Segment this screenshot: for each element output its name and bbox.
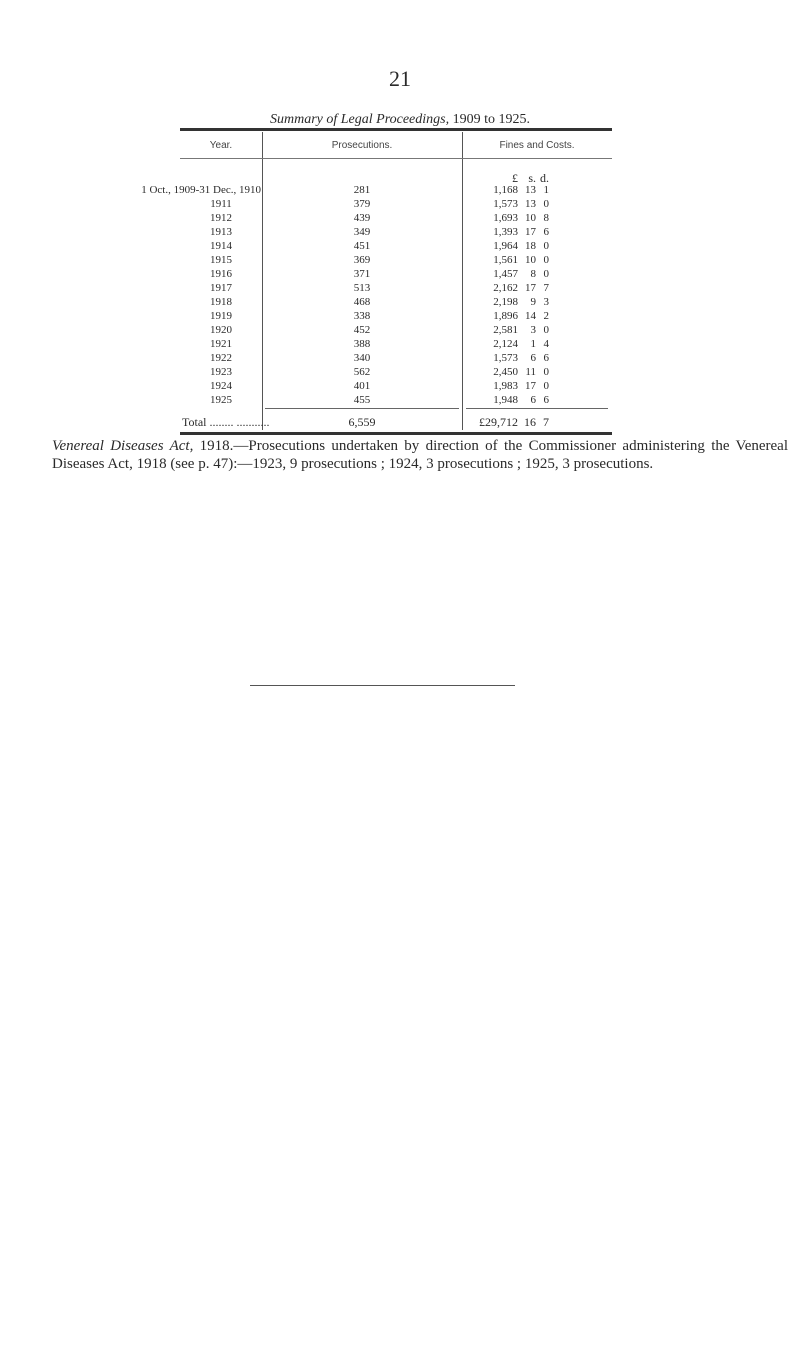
cell-shillings: 17	[525, 380, 536, 392]
cell-pence: 8	[543, 212, 549, 224]
table-top-rule	[180, 128, 612, 131]
cell-shillings: 6	[530, 394, 536, 406]
cell-year: 1921	[210, 338, 232, 350]
cell-pence: 6	[543, 394, 549, 406]
cell-year: 1 Oct., 1909-31 Dec., 1910	[141, 184, 261, 196]
cell-pence: 0	[543, 324, 549, 336]
cell-shillings: 13	[525, 198, 536, 210]
cell-pounds: 2,581	[493, 324, 518, 336]
page-number: 21	[389, 66, 411, 91]
table-total-row	[0, 414, 800, 430]
cell-year: 1919	[210, 310, 232, 322]
cell-year: 1917	[210, 282, 232, 294]
total-label: Total ........ ...........	[182, 415, 270, 429]
cell-pence: 6	[543, 226, 549, 238]
cell-prosecutions: 371	[353, 268, 371, 280]
cell-pounds: 1,168	[493, 184, 518, 196]
cell-shillings: 17	[525, 282, 536, 294]
cell-shillings: 18	[525, 240, 536, 252]
cell-shillings: 8	[530, 268, 536, 280]
cell-pounds: 2,124	[493, 338, 518, 350]
cell-pence: 0	[543, 198, 549, 210]
cell-pounds: 1,948	[493, 394, 518, 406]
cell-pence: 2	[543, 310, 549, 322]
table-caption	[0, 112, 800, 128]
section-divider	[250, 685, 515, 686]
cell-year: 1913	[210, 226, 232, 238]
cell-year: 1918	[210, 296, 232, 308]
header-fines-and-costs: Fines and Costs.	[499, 140, 575, 151]
cell-pounds: 1,964	[493, 240, 518, 252]
cell-pence: 0	[543, 240, 549, 252]
cell-pounds: 1,693	[493, 212, 518, 224]
cell-pounds: 1,573	[493, 198, 518, 210]
cell-year: 1916	[210, 268, 232, 280]
cell-prosecutions: 340	[353, 352, 371, 364]
cell-pounds: 1,983	[493, 380, 518, 392]
cell-pence: 0	[543, 254, 549, 266]
header-prosecutions: Prosecutions.	[331, 140, 393, 151]
cell-prosecutions: 281	[353, 184, 371, 196]
cell-pence: 4	[543, 338, 549, 350]
cell-shillings: 17	[525, 226, 536, 238]
total-pounds: £29,712	[479, 415, 518, 429]
cell-prosecutions: 451	[353, 240, 371, 252]
cell-prosecutions: 513	[353, 282, 371, 294]
body-paragraph	[52, 437, 788, 473]
cell-shillings: 14	[525, 310, 536, 322]
cell-year: 1920	[210, 324, 232, 336]
cell-shillings: 6	[530, 352, 536, 364]
cell-prosecutions: 338	[353, 310, 371, 322]
cell-shillings: 1	[530, 338, 536, 350]
cell-prosecutions: 452	[353, 324, 371, 336]
cell-year: 1915	[210, 254, 232, 266]
cell-prosecutions: 468	[353, 296, 371, 308]
cell-shillings: 10	[525, 254, 536, 266]
total-rule-fines	[466, 408, 608, 409]
cell-year: 1911	[210, 198, 232, 210]
cell-year: 1924	[210, 380, 232, 392]
cell-year: 1922	[210, 352, 232, 364]
caption-rest: 1909 to 1925.	[449, 112, 530, 127]
cell-year: 1914	[210, 240, 232, 252]
cell-prosecutions: 562	[353, 366, 371, 378]
cell-shillings: 10	[525, 212, 536, 224]
paragraph-text: 1918.—Prosecutions undertaken by direction of the Commissioner administering the Venereal Diseases Act, 1918 (see p. 47):—1923, 9 prosecutions ; 1924, 3 prosecutions ; 1925, 3 prosecutions.	[52, 438, 789, 472]
cell-shillings: 3	[530, 324, 536, 336]
cell-prosecutions: 401	[353, 380, 371, 392]
cell-pence: 1	[543, 184, 549, 196]
cell-year: 1912	[210, 212, 232, 224]
cell-prosecutions: 369	[353, 254, 371, 266]
cell-shillings: 13	[525, 184, 536, 196]
cell-year: 1923	[210, 366, 232, 378]
cell-pence: 0	[543, 366, 549, 378]
header-year: Year.	[209, 140, 233, 151]
cell-pounds: 2,162	[493, 282, 518, 294]
cell-pence: 6	[543, 352, 549, 364]
cell-pence: 7	[543, 282, 549, 294]
cell-year: 1925	[210, 394, 232, 406]
total-rule-prosecutions	[265, 408, 459, 409]
unit-shillings: s.	[528, 171, 536, 185]
cell-pounds: 1,457	[493, 268, 518, 280]
cell-pence: 0	[543, 268, 549, 280]
cell-pounds: 1,393	[493, 226, 518, 238]
cell-prosecutions: 455	[353, 394, 371, 406]
cell-prosecutions: 379	[353, 198, 371, 210]
cell-pence: 3	[543, 296, 549, 308]
cell-prosecutions: 439	[353, 212, 371, 224]
total-prosecutions: 6,559	[348, 415, 376, 429]
cell-pence: 0	[543, 380, 549, 392]
cell-pounds: 1,896	[493, 310, 518, 322]
cell-pounds: 1,561	[493, 254, 518, 266]
cell-pounds: 2,198	[493, 296, 518, 308]
unit-pence: d.	[540, 171, 549, 185]
cell-shillings: 11	[525, 366, 536, 378]
cell-shillings: 9	[530, 296, 536, 308]
cell-prosecutions: 349	[353, 226, 371, 238]
caption-italic: Summary of Legal Proceedings,	[269, 112, 450, 127]
unit-pounds: £	[512, 171, 518, 185]
total-pence: 7	[543, 415, 549, 429]
paragraph-heading: Venereal Diseases Act,	[52, 438, 194, 454]
table-row	[0, 392, 800, 408]
cell-prosecutions: 388	[353, 338, 371, 350]
table-header-rule	[180, 158, 612, 159]
total-shillings: 16	[524, 415, 536, 429]
table-bottom-rule	[180, 432, 612, 435]
cell-pounds: 2,450	[493, 366, 518, 378]
cell-pounds: 1,573	[493, 352, 518, 364]
